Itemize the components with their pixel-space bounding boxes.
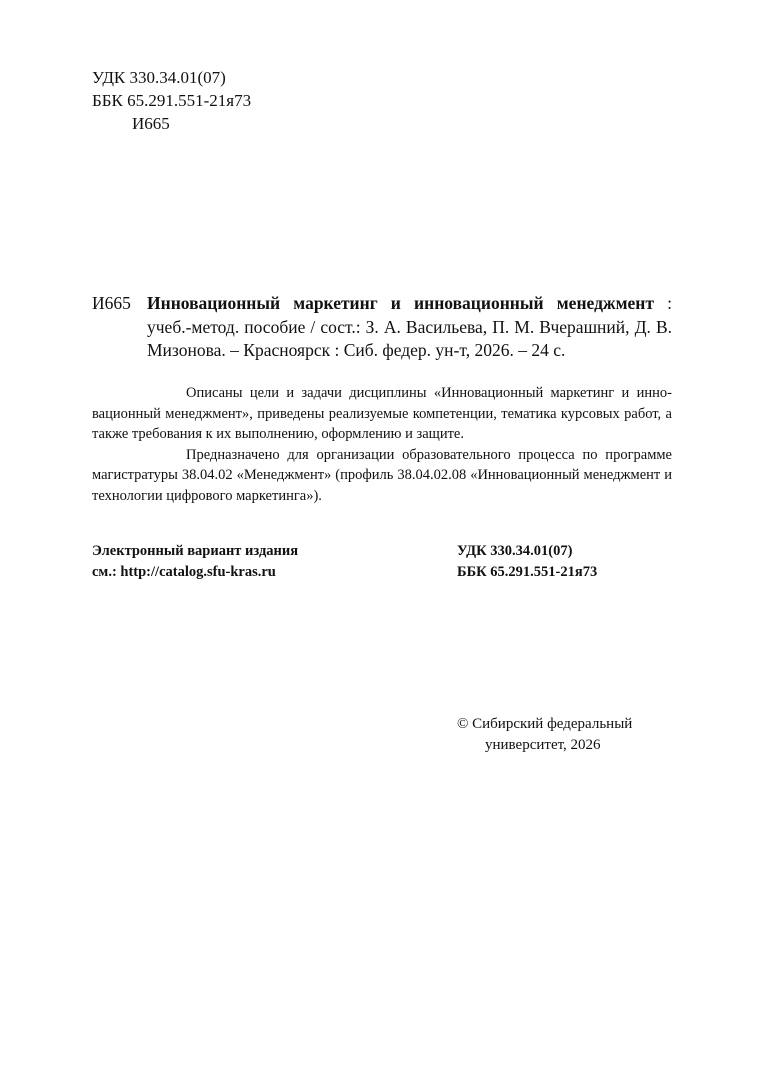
biblio-details: : учеб.-метод. пособие / сост.: З. А. Васильева, П. М. Вчерашний, Д. В. Мизонова. – Красноярск : Сиб. федер. ун-т, 2026. – 24 с. xyxy=(147,293,672,360)
copyright-line: университет, 2026 xyxy=(485,737,601,753)
classification-codes-top xyxy=(92,66,251,135)
book-title: Инновационный маркетинг и инновационный менеджмент xyxy=(147,293,654,313)
electronic-edition-note xyxy=(92,541,298,583)
biblio-author-mark: И665 xyxy=(92,293,131,313)
author-mark: И665 xyxy=(132,114,170,133)
classification-codes-bottom xyxy=(457,541,597,583)
abstract-paragraph: Описаны цели и задачи дисциплины «Инновационный маркетинг и инновационный менеджмент», приведены реализуемые компетенции, тематика курсовых работ, а также требования к их выполнению, оформлению и защите. xyxy=(92,385,672,442)
abstract xyxy=(92,383,672,506)
bibliographic-record xyxy=(92,292,672,363)
bbk-code: ББК 65.291.551-21я73 xyxy=(92,91,252,110)
bbk-code: ББК 65.291.551-21я73 xyxy=(457,564,598,580)
udk-code: УДК 330.34.01(07) xyxy=(457,543,573,559)
catalog-link: см.: http://catalog.sfu-kras.ru xyxy=(92,564,276,580)
copyright-line: © Сибирский федеральный xyxy=(457,716,633,732)
electronic-edition-label: Электронный вариант издания xyxy=(92,543,299,559)
udk-code: УДК 330.34.01(07) xyxy=(92,68,226,87)
copyright-notice xyxy=(457,714,632,756)
biblio-description xyxy=(147,292,672,363)
abstract-paragraph: Предназначено для организации образовательного процесса по программе магистратуры 38.04.02 «Менеджмент» (профиль 38.04.02.08 «Инновационный менеджмент и технологии цифрового маркетинга»). xyxy=(92,446,672,504)
